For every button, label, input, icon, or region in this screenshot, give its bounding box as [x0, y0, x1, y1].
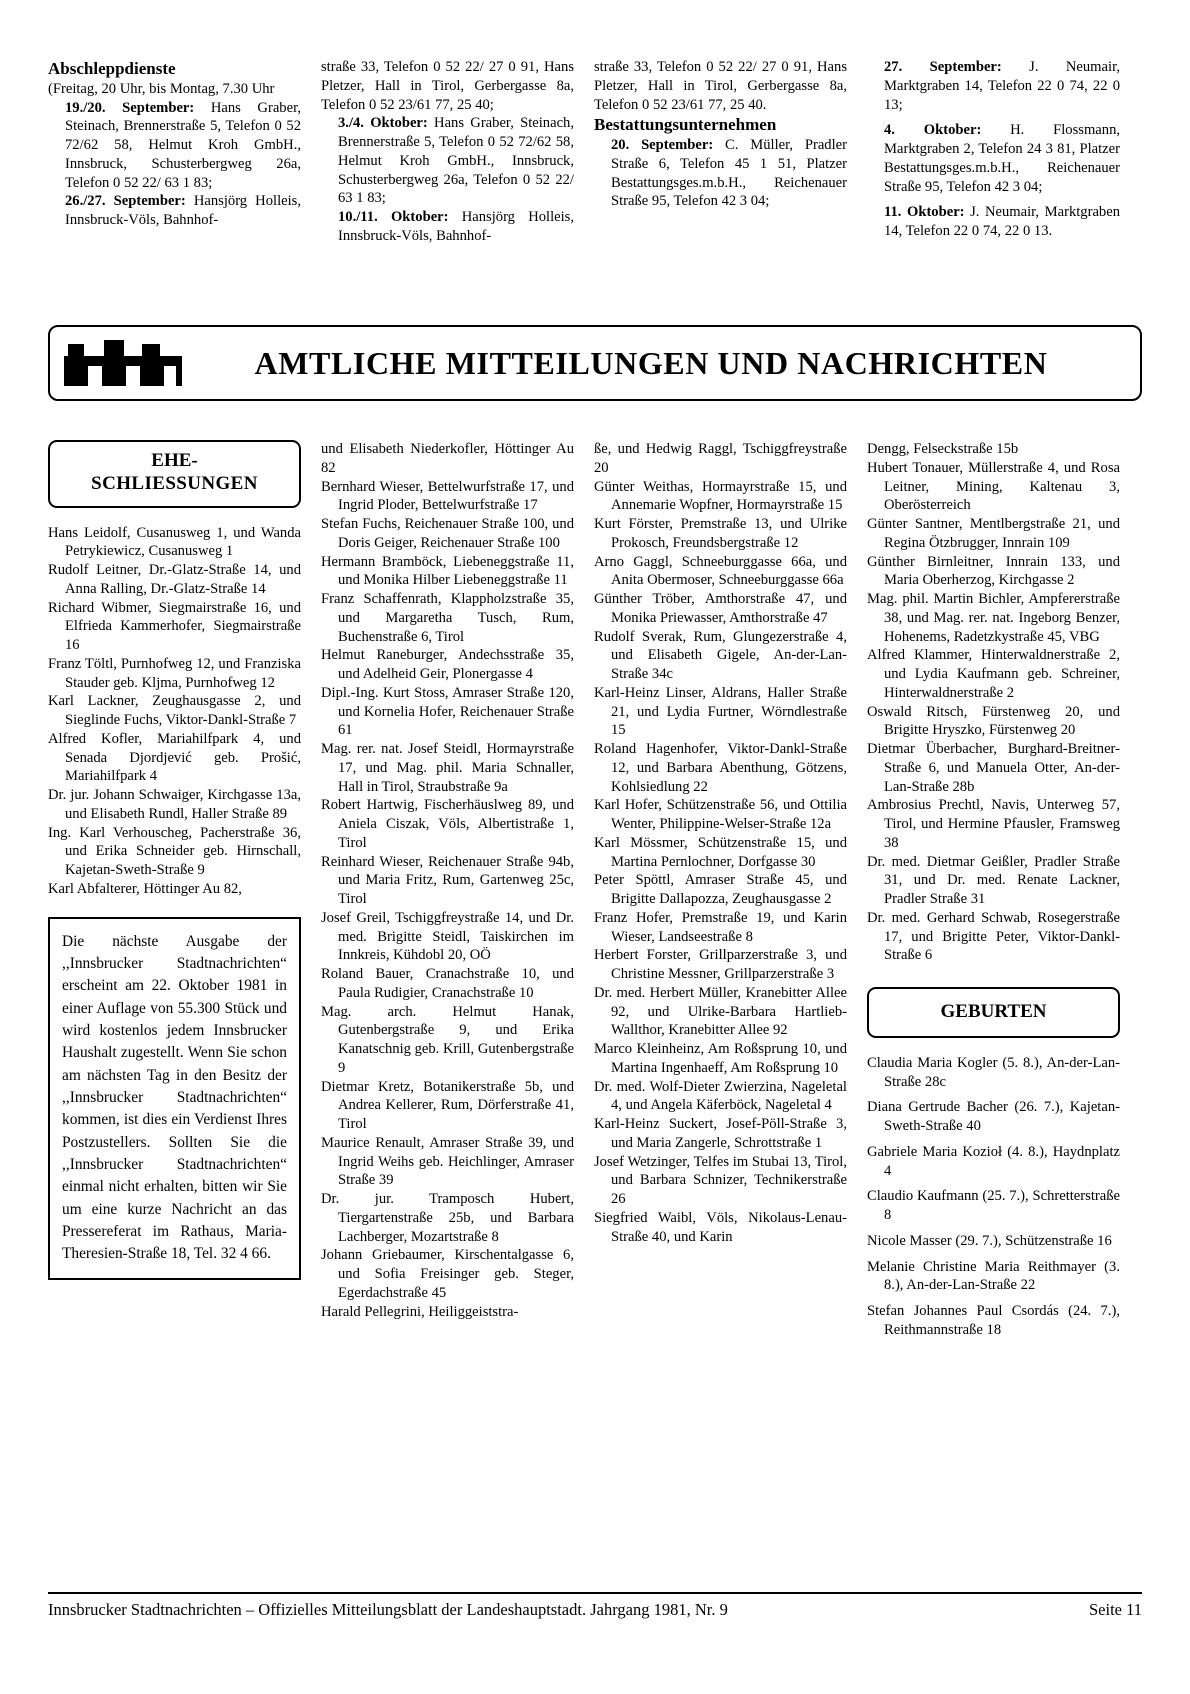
marriage-entry: Alfred Klammer, Hinterwaldnerstraße 2, und Lydia Kaufmann geb. Schreiner, Hinterwaldnerstraße 2 [867, 647, 1120, 701]
column-funeral-services-2 [867, 58, 1120, 246]
birth-entry: Stefan Johannes Paul Csordás (24. 7.), Reithmannstraße 18 [867, 1303, 1120, 1338]
entry-text: Hansjörg Holleis, Innsbruck-Völs, Bahnhof- [338, 209, 574, 244]
marriage-entry: Kurt Förster, Premstraße 13, und Ulrike Prokosch, Freundsbergstraße 12 [594, 516, 847, 551]
marriage-entry: Harald Pellegrini, Heiliggeiststra- [321, 1303, 519, 1320]
marriage-entry: Hubert Tonauer, Müllerstraße 4, und Rosa Leitner, Mining, Kaltenau 3, Oberösterreich [867, 459, 1120, 514]
towing-continuation: straße 33, Telefon 0 52 22/ 27 0 91, Hans Pletzer, Hall in Tirol, Gerbergasse 8a, Telefon 0 52 23/61 77, 25 40. [594, 59, 847, 113]
birth-entry: Nicole Masser (29. 7.), Schützenstraße 16 [867, 1232, 1112, 1249]
marriage-entry: Josef Greil, Tschiggfreystraße 14, und Dr. med. Brigitte Steidl, Taiskirchen im Innkreis, Kühdobl 20, OÖ [321, 909, 574, 964]
column-funeral-services-1 [594, 58, 847, 246]
innsbruck-bridge-icon [64, 340, 182, 386]
entry-label: 20. September: [611, 137, 714, 154]
heading-line-2: SCHLIESSUNGEN [91, 472, 258, 494]
marriage-entry: Dr. med. Wolf-Dieter Zwierzina, Nageletal 4, und Angela Käferböck, Nageletal 4 [594, 1078, 847, 1114]
section-heading-geburten: GEBURTEN [867, 987, 1120, 1038]
marriage-entry: Dr. med. Herbert Müller, Kranebitter Allee 92, und Ulrike-Barbara Hartlieb-Wallthor, Kranebitter Allee 92 [594, 984, 847, 1039]
towing-entry [48, 99, 301, 193]
marriage-entry: Stefan Fuchs, Reichenauer Straße 100, und Doris Geiger, Reichenauer Straße 100 [321, 516, 574, 551]
marriage-entry: Robert Hartwig, Fischerhäuslweg 89, und Aniela Ciszak, Völs, Albertistraße 1, Tirol [321, 797, 574, 851]
entry-label: 4. Oktober: [884, 122, 982, 139]
next-issue-notice-box [48, 917, 301, 1280]
marriage-entry: Mag. rer. nat. Josef Steidl, Hormayrstraße 17, und Mag. phil. Maria Schnaller, Hall in Tirol, Straubstraße 9a [321, 741, 574, 795]
marriage-entry: Arno Gaggl, Schneeburggasse 66a, und Anita Obermoser, Schneeburggasse 66a [594, 553, 847, 589]
banner-title: AMTLICHE MITTEILUNGEN UND NACHRICHTEN [254, 344, 1048, 381]
main-content-columns [48, 440, 1144, 1340]
column-marriages-1 [48, 440, 301, 1340]
heading-line-1: EHE- [151, 450, 198, 471]
column-marriages-3 [594, 440, 847, 1340]
entry-label: 10./11. Oktober: [338, 209, 449, 225]
marriage-entry: Karl Abfalterer, Höttinger Au 82, [48, 880, 242, 897]
marriage-entry: Franz Schaffenrath, Klappholzstraße 35, und Margaretha Tusch, Rum, Buchenstraße 6, Tirol [321, 591, 574, 645]
entry-text: Hansjörg Holleis, Innsbruck-Völs, Bahnhof- [65, 193, 301, 229]
birth-entry: Claudia Maria Kogler (5. 8.), An-der-Lan-Straße 28c [867, 1054, 1120, 1090]
marriage-entry: Karl-Heinz Linser, Aldrans, Haller Straße 21, und Lydia Furtner, Wörndlestraße 15 [594, 684, 847, 739]
marriage-entry: Dr. med. Dietmar Geißler, Pradler Straße 31, und Dr. med. Renate Lackner, Pradler Straße 31 [867, 853, 1120, 907]
birth-entry: Melanie Christine Maria Reithmayer (3. 8.), An-der-Lan-Straße 22 [867, 1258, 1120, 1294]
birth-entry: Gabriele Maria Kozioł (4. 8.), Haydnplatz 4 [867, 1143, 1120, 1179]
entry-label: 3./4. Oktober: [338, 115, 428, 132]
marriage-entry: Siegfried Waibl, Völs, Nikolaus-Lenau-Straße 40, und Karin [594, 1209, 847, 1245]
marriage-entry: Hans Leidolf, Cusanusweg 1, und Wanda Petrykiewicz, Cusanusweg 1 [48, 524, 301, 560]
marriage-entry: Dr. jur. Johann Schwaiger, Kirchgasse 13a, und Elisabeth Rundl, Haller Straße 89 [48, 787, 301, 822]
column-towing-services-1 [48, 58, 301, 246]
page-footer [48, 1600, 1142, 1620]
entry-text: Hans Graber, Steinach, Brennerstraße 5, Telefon 0 52 72/62 58, Helmut Kroh GmbH., Innsbruck, Schusterbergweg 26a, Telefon 0 52 22/ 63 1 83; [65, 99, 302, 191]
marriage-entry: Karl Mössmer, Schützenstraße 15, und Martina Pernlochner, Dorfgasse 30 [594, 834, 847, 870]
official-announcements-banner [48, 325, 1142, 401]
marriage-entry: Dr. med. Gerhard Schwab, Rosegerstraße 17, und Brigitte Peter, Viktor-Dankl-Straße 6 [867, 909, 1120, 964]
marriage-entry: Oswald Ritsch, Fürstenweg 20, und Brigitte Hryszko, Fürstenweg 20 [867, 703, 1120, 739]
entry-label: 19./20. September: [65, 99, 195, 116]
marriage-entry: Rudolf Sverak, Rum, Glungezerstraße 4, und Elisabeth Gigele, An-der-Lan-Straße 34c [594, 628, 847, 682]
marriage-entry: Bernhard Wieser, Bettelwurfstraße 17, und Ingrid Ploder, Bettelwurfstraße 17 [321, 478, 574, 514]
marriage-entry: Günter Santner, Mentlbergstraße 21, und Regina Ötzbrugger, Innrain 109 [867, 516, 1120, 551]
funeral-entry [594, 136, 847, 211]
entry-text: Hans Graber, Steinach, Brennerstraße 5, Telefon 0 52 72/62 58, Helmut Kroh GmbH., Innsbruck, Schusterbergweg 26a, Telefon 0 52 22/ 63 1 83; [338, 115, 575, 207]
marriage-entry: Dietmar Kretz, Botanikerstraße 5b, und Andrea Kellerer, Rum, Dörferstraße 41, Tirol [321, 1078, 574, 1132]
footer-divider [48, 1592, 1142, 1594]
entry-text: C. Müller, Pradler Straße 6, Telefon 45 1 51, Platzer Bestattungsges.m.b.H., Reichenauer Straße 95, Telefon 42 3 04; [611, 137, 847, 210]
marriage-entry: Richard Wibmer, Siegmairstraße 16, und Elfrieda Kammerhofer, Siegmairstraße 16 [48, 599, 301, 654]
marriage-entry: Ing. Karl Verhouscheg, Pacherstraße 36, und Erika Schneider geb. Hirnschall, Kajetan-Sweth-Straße 9 [48, 824, 301, 879]
notice-text: Die nächste Ausgabe der ,,Innsbrucker Stadtnachrichten“ erscheint am 22. Oktober 1981 in einer Auflage von 55.300 Stück und wird kostenlos jedem Innsbrucker Haushalt zugestellt. Wenn Sie schon am nächsten Tag in den Besitz der ,,Innsbrucker Stadtnachrichten“ kommen, ist dies ein Verdienst Ihres Postzustellers. Sollten Sie die ,,Innsbrucker Stadtnachrichten“ einmal nicht erhalten, bitten wir Sie um eine kurze Nachricht an das Pressereferat im Rathaus, Maria-Theresien-Straße 18, Tel. 32 4 66. [62, 932, 287, 1263]
marriage-entry: Alfred Kofler, Mariahilfpark 4, und Senada Djordjević geb. Prošić, Mariahilfpark 4 [48, 730, 301, 785]
marriage-entry: Dipl.-Ing. Kurt Stoss, Amraser Straße 120, und Kornelia Hofer, Reichenauer Straße 61 [321, 684, 574, 739]
footer-page-number: Seite 11 [1088, 1600, 1142, 1619]
entry-label: 27. September: [884, 59, 1002, 75]
towing-entry [321, 114, 574, 208]
marriage-entry: Reinhard Wieser, Reichenauer Straße 94b, und Maria Fritz, Rum, Gartenweg 25c, Tirol [321, 853, 574, 907]
marriage-entry: Karl-Heinz Suckert, Josef-Pöll-Straße 3, und Maria Zangerle, Schrottstraße 1 [594, 1116, 847, 1151]
marriage-entry: Franz Hofer, Premstraße 19, und Karin Wieser, Landseestraße 8 [594, 909, 847, 945]
funeral-entry [867, 121, 1120, 196]
marriage-entry: Herbert Forster, Grillparzerstraße 3, und Christine Messner, Grillparzerstraße 3 [594, 947, 847, 982]
funeral-entry [867, 58, 1120, 114]
top-services-section [48, 58, 1144, 246]
towing-subtitle: (Freitag, 20 Uhr, bis Montag, 7.30 Uhr [48, 80, 275, 97]
marriage-entry: Karl Hofer, Schützenstraße 56, und Ottilia Wenter, Philippine-Welser-Straße 12a [594, 797, 847, 832]
marriage-entry: Helmut Raneburger, Andechsstraße 35, und Adelheid Geir, Plonergasse 4 [321, 647, 574, 682]
marriage-entry: Josef Wetzinger, Telfes im Stubai 13, Tirol, und Barbara Schnizer, Technikerstraße 26 [594, 1153, 847, 1207]
column-marriages-4-and-births [867, 440, 1120, 1340]
funeral-entry [867, 203, 1120, 241]
marriage-entry: Dietmar Überbacher, Burghard-Breitner-Straße 6, und Manuela Otter, An-der-Lan-Straße 28b [867, 741, 1120, 795]
marriage-entry: Günther Tröber, Amthorstraße 47, und Monika Priewasser, Amthorstraße 47 [594, 591, 847, 626]
entry-label: 26./27. September: [65, 193, 186, 210]
marriage-entry: Roland Hagenhofer, Viktor-Dankl-Straße 12, und Barbara Abenthung, Götzens, Kohlsiedlung 22 [594, 741, 847, 795]
section-heading-bestattungsunternehmen: Bestattungsunternehmen [594, 115, 777, 135]
towing-entry [48, 192, 301, 230]
marriage-entry: Mag. arch. Helmut Hanak, Gutenbergstraße 9, und Erika Kanatschnig geb. Krill, Gutenbergstraße 9 [321, 1003, 575, 1076]
footer-publication-info: Innsbrucker Stadtnachrichten – Offizielles Mitteilungsblatt der Landeshauptstadt. Jahrgang 1981, Nr. 9 [48, 1600, 728, 1619]
entry-label: 11. Oktober: [884, 204, 965, 221]
marriage-entry: Dengg, Felseckstraße 15b [867, 441, 1019, 457]
column-towing-services-2 [321, 58, 574, 246]
marriage-entry: Maurice Renault, Amraser Straße 39, und Ingrid Weihs geb. Heichlinger, Amraser Straße 39 [321, 1134, 574, 1189]
marriage-entry: Ambrosius Prechtl, Navis, Unterweg 57, Tirol, und Hermine Pfausler, Framsweg 38 [867, 797, 1120, 851]
entry-text: J. Neumair, Marktgraben 14, Telefon 22 0 74, 22 0 13. [884, 204, 1120, 239]
marriage-entry: Franz Töltl, Purnhofweg 12, und Franziska Stauder geb. Kljma, Purnhofweg 12 [48, 655, 301, 691]
entry-text: H. Flossmann, Marktgraben 2, Telefon 24 3 81, Platzer Bestattungsges.m.b.H., Reichenauer Straße 95, Telefon 42 3 04; [884, 122, 1121, 195]
marriage-entry: Günther Birnleitner, Innrain 133, und Maria Oberherzog, Kirchgasse 2 [867, 553, 1120, 589]
birth-entry: Claudio Kaufmann (25. 7.), Schretterstraße 8 [867, 1188, 1120, 1224]
section-heading-eheschliessungen [48, 440, 301, 508]
marriage-entry: Mag. phil. Martin Bichler, Ampfererstraße 38, und Mag. rer. nat. Ingeborg Benzer, Hohenems, Radetzkystraße 45, VBG [867, 591, 1120, 645]
birth-entry: Diana Gertrude Bacher (26. 7.), Kajetan-Sweth-Straße 40 [867, 1099, 1120, 1135]
section-heading-abschleppdienste: Abschleppdienste [48, 59, 176, 78]
marriage-entry: ße, und Hedwig Raggl, Tschiggfreystraße 20 [594, 441, 847, 476]
marriage-entry: Karl Lackner, Zeughausgasse 2, und Sieglinde Fuchs, Viktor-Dankl-Straße 7 [48, 693, 301, 729]
towing-continuation: straße 33, Telefon 0 52 22/ 27 0 91, Hans Pletzer, Hall in Tirol, Gerbergasse 8a, Telefon 0 52 23/61 77, 25 40; [321, 59, 574, 113]
marriage-entry: Marco Kleinheinz, Am Roßsprung 10, und Martina Ingenhaeff, Am Roßsprung 10 [594, 1041, 847, 1076]
entry-text: J. Neumair, Marktgraben 14, Telefon 22 0 74, 22 0 13; [884, 59, 1120, 113]
marriage-entry: Johann Griebaumer, Kirschentalgasse 6, und Sofia Freisinger geb. Steger, Egerdachstraße 45 [321, 1247, 574, 1301]
marriage-entry: Dr. jur. Tramposch Hubert, Tiergartenstraße 25b, und Barbara Lachberger, Mozartstraße 8 [321, 1191, 574, 1245]
marriage-entry: Roland Bauer, Cranachstraße 10, und Paula Rudigier, Cranachstraße 10 [321, 966, 574, 1001]
marriage-entry: Rudolf Leitner, Dr.-Glatz-Straße 14, und Anna Ralling, Dr.-Glatz-Straße 14 [48, 562, 301, 597]
column-marriages-2 [321, 440, 574, 1340]
marriage-entry: Peter Spöttl, Amraser Straße 45, und Brigitte Dallapozza, Zeughausgasse 2 [594, 872, 847, 907]
marriage-entry: Hermann Bramböck, Liebeneggstraße 11, und Monika Hilber Liebeneggstraße 11 [321, 553, 574, 589]
towing-entry [321, 208, 574, 246]
marriage-entry: Günter Weithas, Hormayrstraße 15, und Annemarie Wopfner, Hormayrstraße 15 [594, 478, 847, 514]
marriage-entry: und Elisabeth Niederkofler, Höttinger Au 82 [321, 441, 574, 476]
